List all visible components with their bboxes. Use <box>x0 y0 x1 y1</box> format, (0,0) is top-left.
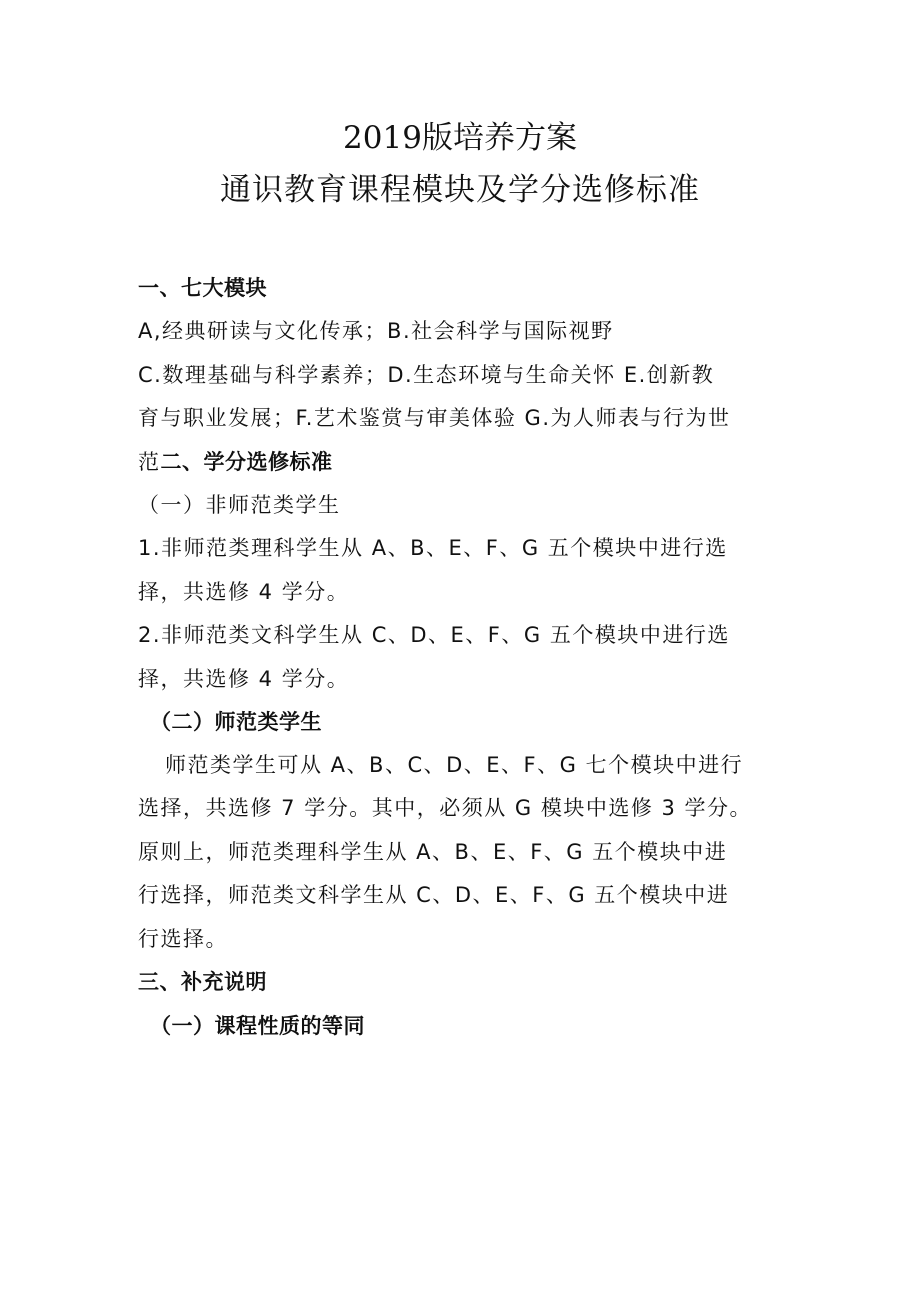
section3-sub1-heading: （一）课程性质的等同 <box>150 1014 365 1038</box>
section2-para-line1: 师范类学生可从 A、B、C、D、E、F、G 七个模块中进行 <box>165 753 744 777</box>
section2-para-line4: 行选择，师范类文科学生从 C、D、E、F、G 五个模块中进 <box>138 883 730 907</box>
section2-heading: 二、学分选修标准 <box>160 450 333 474</box>
section2-item2-line1: 2.非师范类文科学生从 C、D、E、F、G 五个模块中进行选 <box>138 623 730 647</box>
modules-line-2: C.数理基础与科学素养；D.生态环境与生命关怀 E.创新教 <box>138 363 715 387</box>
section2-para-line2: 选择，共选修 7 学分。其中，必须从 G 模块中选修 3 学分。 <box>138 796 753 820</box>
modules-line-3: 育与职业发展；F.艺术鉴赏与审美体验 G.为人师表与行为世 <box>138 406 731 430</box>
modules-line-4-text: 范 <box>138 450 161 474</box>
section2-para-line3: 原则上，师范类理科学生从 A、B、E、F、G 五个模块中进 <box>138 840 728 864</box>
modules-line-4 <box>138 447 333 477</box>
document-title-line1: 2019版培养方案 <box>343 120 577 156</box>
section2-item1-line1: 1.非师范类理科学生从 A、B、E、F、G 五个模块中进行选 <box>138 536 728 560</box>
section2-sub1-heading: （一）非师范类学生 <box>138 493 341 517</box>
section2-item1-line2: 择，共选修 4 学分。 <box>138 580 350 604</box>
section1-heading: 一、七大模块 <box>138 276 267 300</box>
section2-para-line5: 行选择。 <box>138 927 228 951</box>
section2-item2-line2: 择，共选修 4 学分。 <box>138 667 350 691</box>
section2-sub2-heading: （二）师范类学生 <box>150 710 322 734</box>
section3-heading: 三、补充说明 <box>138 970 267 994</box>
modules-line-1: A,经典研读与文化传承；B.社会科学与国际视野 <box>138 319 614 343</box>
document-title-line2: 通识教育课程模块及学分选修标准 <box>220 172 700 208</box>
